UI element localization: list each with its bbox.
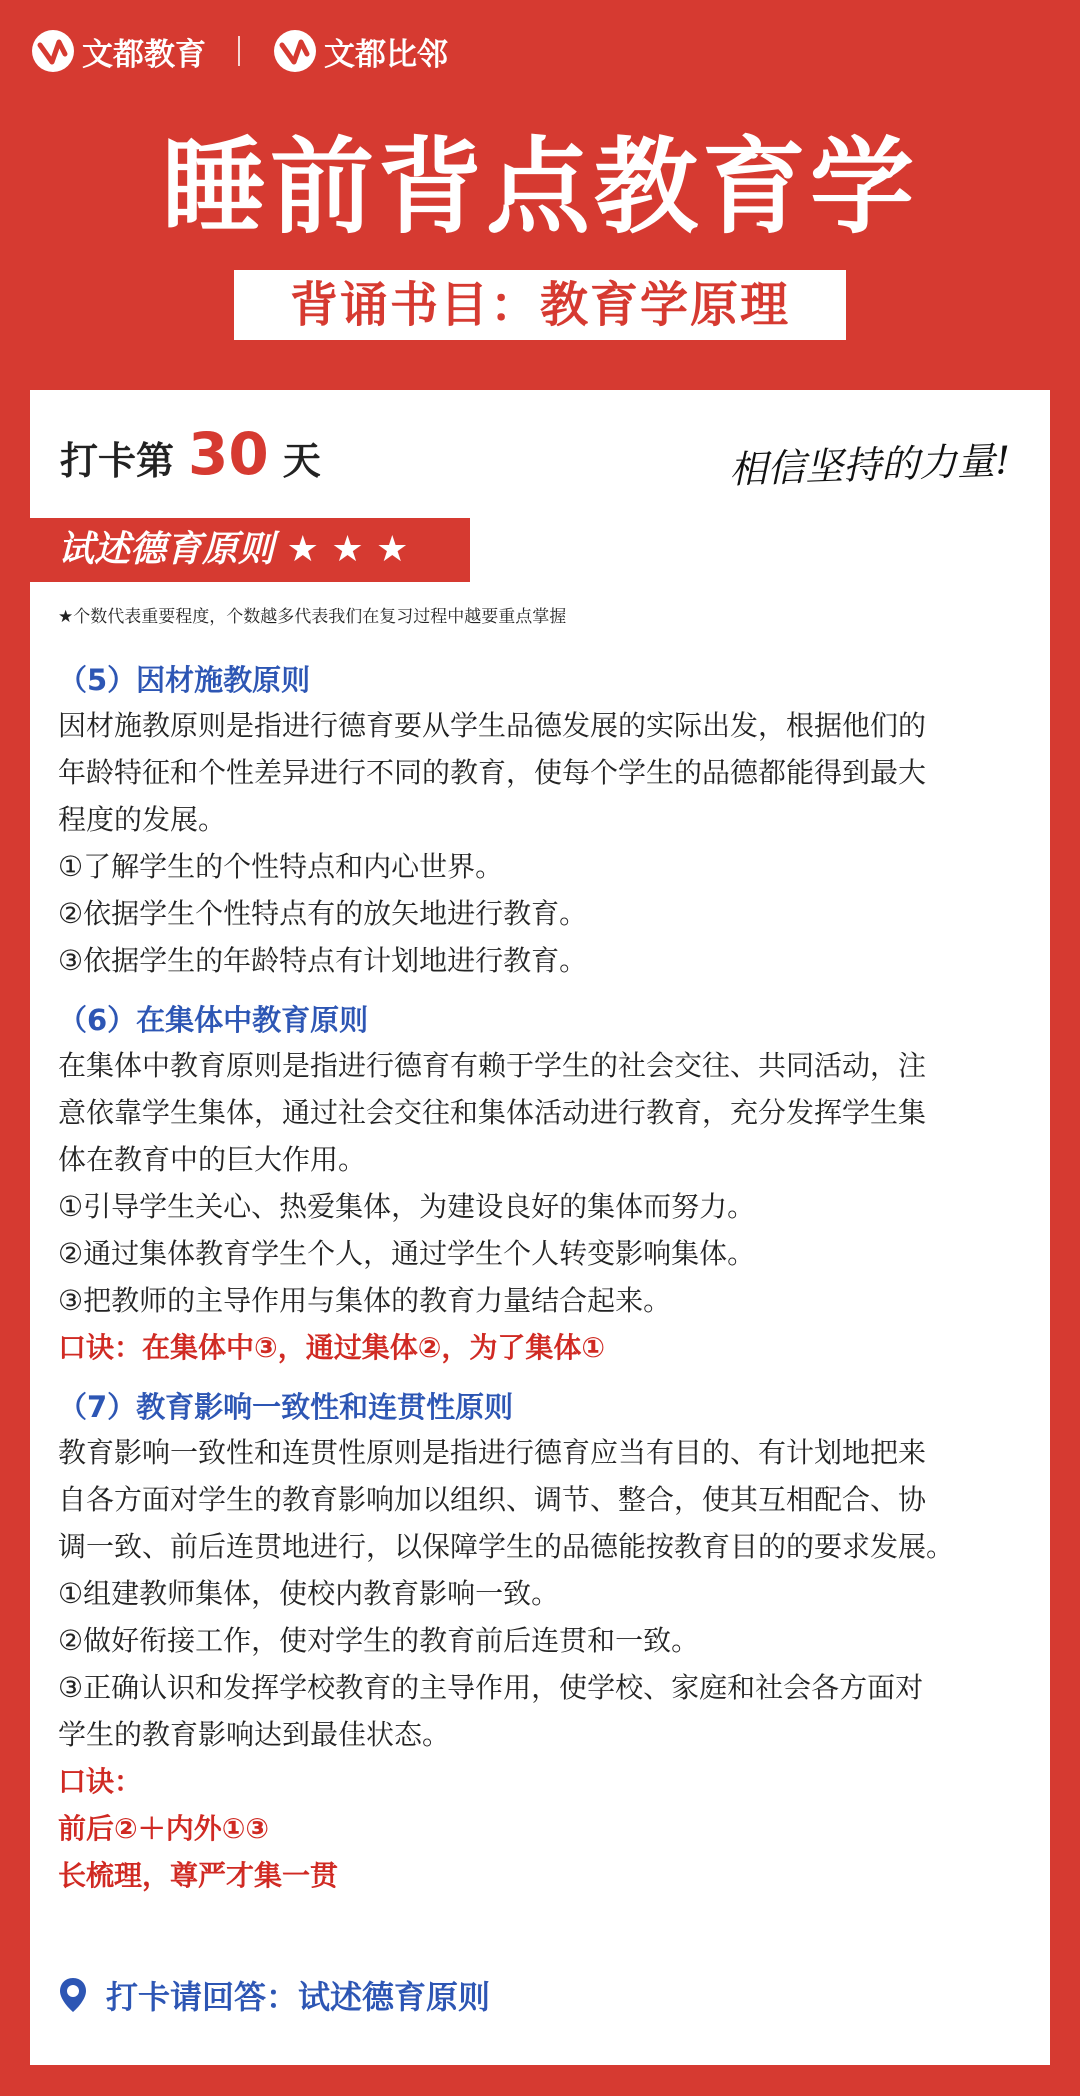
section-title: （7）教育影响一致性和连贯性原则 bbox=[58, 1390, 514, 1424]
section-text-line: 自各方面对学生的教育影响加以组织、调节、整合，使其互相配合、协 bbox=[58, 1483, 927, 1516]
section-text-line: ②通过集体教育学生个人，通过学生个人转变影响集体。 bbox=[58, 1237, 756, 1270]
logo-divider bbox=[238, 36, 240, 66]
section-title: （5）因材施教原则 bbox=[58, 663, 311, 697]
checkin-prefix: 打卡第 bbox=[60, 439, 175, 483]
section-text-line: ①组建教师集体，使校内教育影响一致。 bbox=[58, 1577, 560, 1610]
footer-prompt bbox=[58, 1972, 490, 2018]
section-text-line: ②做好衔接工作，使对学生的教育前后连贯和一致。 bbox=[58, 1624, 700, 1657]
mnemonic-line: 口诀： bbox=[58, 1765, 143, 1798]
section-text-line: 意依靠学生集体，通过社会交往和集体活动进行教育，充分发挥学生集 bbox=[58, 1096, 927, 1129]
logo-text: 文都比邻 bbox=[324, 36, 448, 73]
answer-section bbox=[58, 658, 1048, 984]
mnemonic-line: 口诀：在集体中③，通过集体②，为了集体① bbox=[58, 1331, 606, 1364]
answer-section bbox=[58, 1385, 1048, 1899]
mnemonic-line: 长梳理，尊严才集一贯 bbox=[58, 1859, 339, 1892]
mnemonic-line: 前后②＋内外①③ bbox=[58, 1812, 270, 1845]
brand-logos bbox=[30, 26, 448, 76]
stars-note: ★个数代表重要程度，个数越多代表我们在复习过程中越要重点掌握 bbox=[58, 607, 567, 627]
checkin-day-number: 30 bbox=[188, 420, 269, 488]
section-text-line: ③正确认识和发挥学校教育的主导作用，使学校、家庭和社会各方面对 bbox=[58, 1671, 924, 1704]
logo-wendu-education bbox=[30, 28, 206, 74]
answer-section bbox=[58, 998, 1048, 1371]
question-banner bbox=[0, 518, 470, 582]
importance-stars: ★ ★ ★ bbox=[286, 529, 409, 570]
section-text-line: ③把教师的主导作用与集体的教育力量结合起来。 bbox=[58, 1284, 672, 1317]
checkin-counter bbox=[60, 420, 321, 488]
section-text-line: 体在教育中的巨大作用。 bbox=[58, 1143, 367, 1176]
checkin-suffix: 天 bbox=[282, 439, 321, 483]
slogan: 相信坚持的力量! bbox=[728, 438, 1011, 492]
question-title: 试述德育原则 bbox=[58, 529, 275, 570]
section-text-line: 年龄特征和个性差异进行不同的教育，使每个学生的品德都能得到最大 bbox=[58, 756, 927, 789]
section-title: （6）在集体中教育原则 bbox=[58, 1003, 369, 1037]
section-text-line: ②依据学生个性特点有的放矢地进行教育。 bbox=[58, 897, 588, 930]
answer-content bbox=[58, 658, 1048, 1899]
logo-wendu-bilin bbox=[272, 28, 448, 74]
section-text-line: ③依据学生的年龄特点有计划地进行教育。 bbox=[58, 944, 588, 977]
logo-text: 文都教育 bbox=[82, 36, 206, 73]
book-subtitle: 背诵书目：教育学原理 bbox=[234, 270, 846, 340]
footer-text: 打卡请回答：试述德育原则 bbox=[106, 1978, 491, 2016]
page-title: 睡前背点教育学 bbox=[161, 126, 918, 248]
section-text-line: 学生的教育影响达到最佳状态。 bbox=[58, 1718, 451, 1751]
wendu-logo-icon bbox=[30, 28, 76, 74]
location-pin-icon bbox=[58, 1976, 88, 2014]
section-text-line: 因材施教原则是指进行德育要从学生品德发展的实际出发，根据他们的 bbox=[58, 709, 927, 742]
wendu-logo-icon bbox=[272, 28, 318, 74]
section-text-line: 教育影响一致性和连贯性原则是指进行德育应当有目的、有计划地把来 bbox=[58, 1436, 927, 1469]
section-text-line: 程度的发展。 bbox=[58, 803, 227, 836]
section-text-line: ①了解学生的个性特点和内心世界。 bbox=[58, 850, 504, 883]
section-text-line: 调一致、前后连贯地进行，以保障学生的品德能按教育目的的要求发展。 bbox=[58, 1530, 955, 1563]
content-card bbox=[30, 390, 1050, 2065]
section-text-line: ①引导学生关心、热爱集体，为建设良好的集体而努力。 bbox=[58, 1190, 756, 1223]
section-text-line: 在集体中教育原则是指进行德育有赖于学生的社会交往、共同活动，注 bbox=[58, 1049, 927, 1082]
